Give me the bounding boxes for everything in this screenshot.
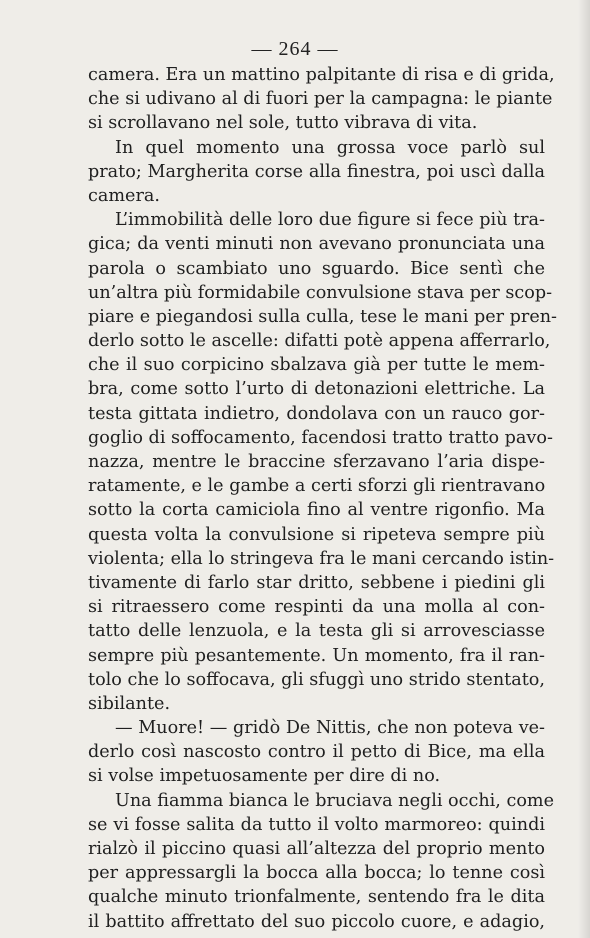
text-line: tolo che lo soffocava, gli sfuggì uno strido stentato, (88, 669, 545, 690)
text-line: sibilante. (88, 693, 171, 714)
text-line: piare e piegandosi sulla culla, tese le mani per pren- (88, 306, 558, 327)
text-line: nazza, mentre le braccine sferzavano l’aria dispe- (88, 452, 545, 472)
text-line: violenta; ella lo stringeva fra le mani cercando istin- (88, 548, 555, 569)
text-line: qualche minuto trionfalmente, sentendo fra le dita (88, 887, 545, 908)
text-line: si scrollavano nel sole, tutto vibrava di vita. (88, 113, 478, 134)
text-line: derlo sotto le ascelle: difatti potè appena afferrarlo, (88, 331, 551, 352)
page-edge-shadow (578, 0, 590, 938)
text-line: parola o scambiato uno sguardo. Bice sentì che (88, 258, 545, 279)
text-line: si volse impetuosamente per dire di no. (88, 766, 441, 787)
text-line: sempre più pesantemente. Un momento, fra il ran- (88, 645, 545, 666)
text-line: prato; Margherita corse alla finestra, poi uscì dalla (88, 161, 545, 182)
body-text (88, 63, 558, 934)
page-number: — 264 — (251, 38, 339, 60)
text-line: se vi fosse salita da tutto il volto marmoreo: quindi (88, 814, 545, 835)
text-line: si ritraessero come respinti da una molla al con- (88, 597, 545, 618)
text-line: In quel momento una grossa voce parlò sul (115, 137, 545, 158)
text-line: goglio di soffocamento, facendosi tratto tratto pavo- (88, 427, 553, 448)
text-line: ratamente, e le gambe a certi sforzi gli rientravano (88, 476, 546, 497)
text-line: tivamente di farlo star dritto, sebbene i piedini gli (88, 572, 545, 593)
text-line: sotto la corta camiciola fino al ventre rigonfio. Ma (88, 500, 545, 521)
text-line: un’altra più formidabile convulsione stava per scop- (88, 282, 553, 303)
text-line: per appressargli la bocca alla bocca; lo tenne così (88, 863, 545, 884)
text-line: testa gittata indietro, dondolava con un rauco gor- (88, 403, 545, 424)
text-line: derlo così nascosto contro il petto di Bice, ma ella (88, 742, 545, 763)
text-line: bra, come sotto l’urto di detonazioni elettriche. La (88, 379, 545, 400)
text-line: camera. (88, 185, 160, 206)
text-line: — Muore! — gridò De Nittis, che non poteva ve- (115, 718, 545, 739)
text-line: tatto delle lenzuola, e la testa gli si arrovesciasse (88, 621, 545, 642)
text-line: che il suo corpicino sbalzava già per tutte le mem- (88, 355, 545, 376)
text-line: questa volta la convulsione si ripeteva sempre più (88, 524, 545, 545)
text-line: gica; da venti minuti non avevano pronunciata una (88, 234, 545, 255)
text-line: Una fiamma bianca le bruciava negli occhi, come (115, 790, 555, 811)
text-line: L’immobilità delle loro due figure si fece più tra- (115, 210, 545, 231)
text-line: il battito affrettato del suo piccolo cuore, e adagio, (88, 911, 545, 932)
text-line: rialzò il piccino quasi all’altezza del proprio mento (88, 839, 545, 859)
text-line: che si udivano al di fuori per la campagna: le piante (88, 89, 553, 110)
text-line: camera. Era un mattino palpitante di risa e di grida, (88, 65, 555, 85)
